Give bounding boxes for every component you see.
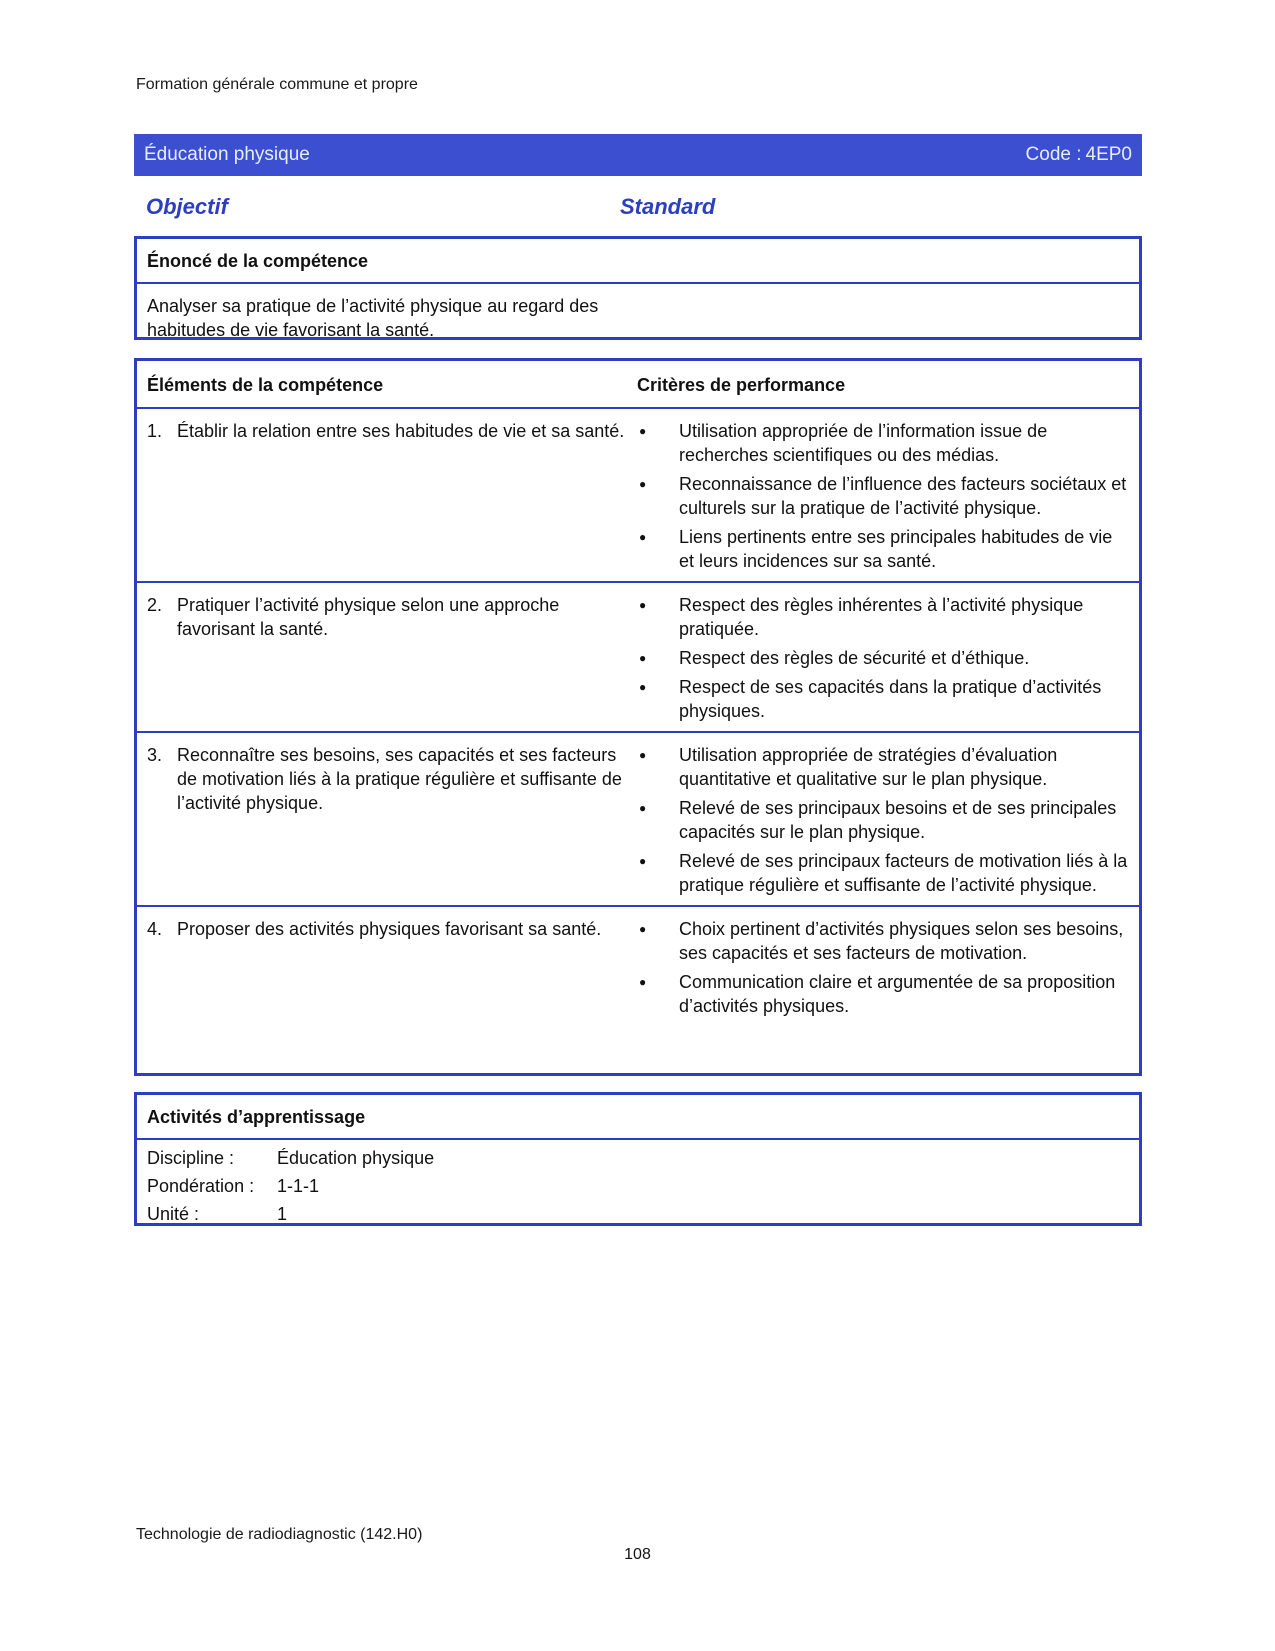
criterion-text: Communication claire et argumentée de sa proposition d’activités physiques.: [679, 972, 1116, 1016]
enonce-box: [134, 236, 1142, 340]
bullet-icon: ●: [639, 854, 647, 868]
element-cell: [137, 733, 637, 905]
course-title-bar: [134, 134, 1142, 176]
enonce-heading: Énoncé de la compétence: [137, 239, 1139, 284]
element-text: Reconnaître ses besoins, ses capacités et ses facteurs de motivation liés à la pratique régulière et suffisante de l’activité physique.: [177, 745, 622, 813]
element-number: 3.: [147, 745, 163, 765]
criterion-text: Respect des règles de sécurité et d’éthique.: [679, 648, 1030, 668]
bullet-icon: ●: [639, 424, 647, 438]
element-cell: [137, 583, 637, 731]
criterion-item: [637, 472, 1129, 520]
element-number: 1.: [147, 421, 163, 441]
unite-row: [137, 1200, 1139, 1228]
ponderation-value: 1-1-1: [277, 1176, 320, 1196]
element-text: Proposer des activités physiques favorisant sa santé.: [177, 919, 602, 939]
criterion-text: Reconnaissance de l’influence des facteurs sociétaux et culturels sur la pratique de l’activité physique.: [679, 474, 1127, 518]
objectives-row: [146, 194, 1142, 222]
footer-program: Technologie de radiodiagnostic (142.H0): [136, 1526, 423, 1543]
criterion-item: [637, 646, 1129, 670]
course-title: Éducation physique: [144, 144, 310, 165]
criterion-item: [637, 743, 1129, 791]
enonce-text: Analyser sa pratique de l’activité physique au regard des habitudes de vie favorisant la santé.: [147, 296, 599, 340]
course-code-value: 4EP0: [1085, 144, 1132, 165]
bullet-icon: ●: [639, 530, 647, 544]
element-row: [137, 409, 1139, 583]
element-cell: [137, 907, 637, 1026]
criterion-text: Relevé de ses principaux facteurs de motivation liés à la pratique régulière et suffisante de l’activité physique.: [679, 851, 1128, 895]
criterion-item: [637, 917, 1129, 965]
criterion-item: [637, 419, 1129, 467]
element-row: [137, 583, 1139, 733]
criterion-text: Relevé de ses principaux besoins et de ses principales capacités sur le plan physique.: [679, 798, 1117, 842]
element-number: 4.: [147, 919, 163, 939]
bullet-icon: ●: [639, 651, 647, 665]
activites-box: [134, 1092, 1142, 1226]
unite-value: 1: [277, 1204, 288, 1224]
discipline-value: Éducation physique: [277, 1148, 435, 1168]
objectif-label: Objectif: [146, 194, 228, 219]
criterion-text: Respect des règles inhérentes à l’activité physique pratiquée.: [679, 595, 1084, 639]
element-rows: [137, 409, 1139, 1026]
ponderation-row: [137, 1172, 1139, 1200]
criterion-item: [637, 525, 1129, 573]
element-text: Établir la relation entre ses habitudes de vie et sa santé.: [177, 421, 625, 441]
course-code-label: Code :: [1025, 144, 1082, 165]
bullet-icon: ●: [639, 477, 647, 491]
criterion-item: [637, 593, 1129, 641]
bullet-icon: ●: [639, 801, 647, 815]
element-item: [147, 743, 627, 815]
criteres-heading: Critères de performance: [637, 375, 846, 395]
criterion-item: [637, 796, 1129, 844]
criterion-text: Respect de ses capacités dans la pratique d’activités physiques.: [679, 677, 1102, 721]
elements-header-row: [137, 361, 1139, 409]
element-item: [147, 917, 627, 941]
discipline-label: Discipline :: [147, 1148, 235, 1168]
criterion-text: Choix pertinent d’activités physiques selon ses besoins, ses capacités et ses facteurs de motivation.: [679, 919, 1124, 963]
bullet-icon: ●: [639, 680, 647, 694]
element-item: [147, 419, 627, 443]
discipline-row: [137, 1144, 1139, 1172]
element-item: [147, 593, 627, 641]
element-text: Pratiquer l’activité physique selon une approche favorisant la santé.: [177, 595, 560, 639]
criterion-text: Utilisation appropriée de l’information issue de recherches scientifiques ou des médias.: [679, 421, 1048, 465]
bullet-icon: ●: [639, 975, 647, 989]
activites-meta: [137, 1140, 1139, 1228]
criterion-text: Liens pertinents entre ses principales habitudes de vie et leurs incidences sur sa santé.: [679, 527, 1113, 571]
criteria-cell: [637, 583, 1139, 731]
page-number: 108: [624, 1546, 651, 1563]
criterion-text: Utilisation appropriée de stratégies d’évaluation quantitative et qualitative sur le plan physique.: [679, 745, 1058, 789]
criteria-cell: [637, 907, 1139, 1026]
activites-heading: Activités d’apprentissage: [137, 1095, 1139, 1140]
bullet-icon: ●: [639, 598, 647, 612]
bullet-icon: ●: [639, 748, 647, 762]
element-cell: [137, 409, 637, 581]
elements-heading: Éléments de la compétence: [147, 375, 384, 395]
element-number: 2.: [147, 595, 163, 615]
elements-table: [134, 358, 1142, 1076]
ponderation-label: Pondération :: [147, 1176, 255, 1196]
criterion-item: [637, 849, 1129, 897]
standard-label: Standard: [620, 194, 716, 219]
criterion-item: [637, 675, 1129, 723]
element-row: [137, 733, 1139, 907]
course-code: [1026, 144, 1132, 166]
criteria-cell: [637, 733, 1139, 905]
criterion-item: [637, 970, 1129, 1018]
running-header: Formation générale commune et propre: [136, 76, 418, 93]
criteria-cell: [637, 409, 1139, 581]
bullet-icon: ●: [639, 922, 647, 936]
unite-label: Unité :: [147, 1204, 200, 1224]
element-row: [137, 907, 1139, 1026]
